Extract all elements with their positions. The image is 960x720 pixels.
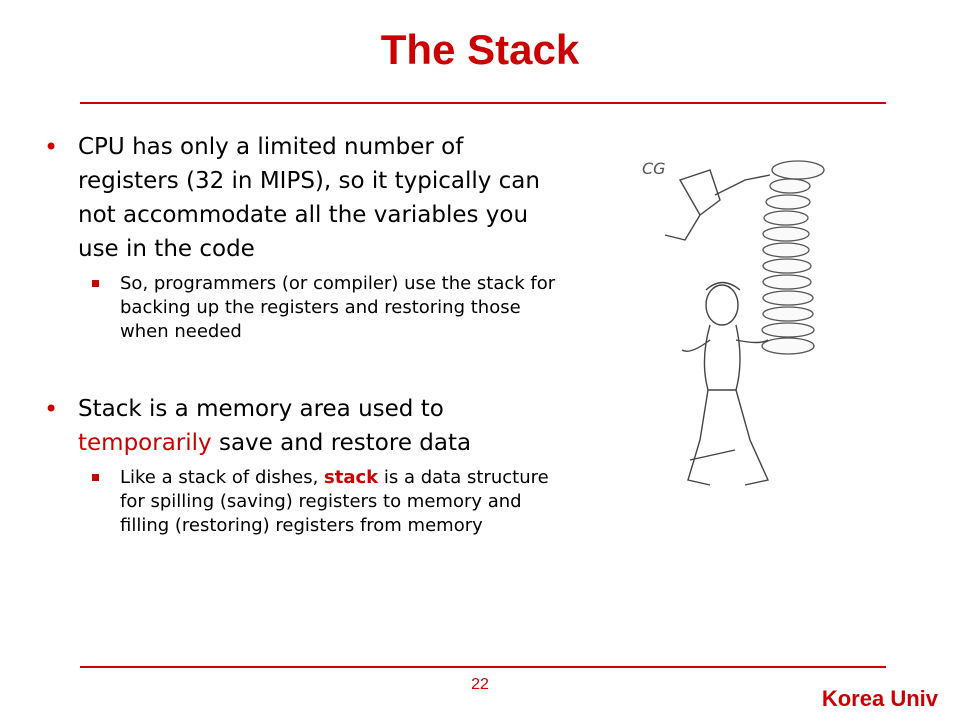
bullet-item-registers [44,130,564,266]
slide-title: The Stack [380,26,580,73]
footer-divider [80,666,886,668]
footer-brand: Korea Univ [821,686,938,711]
bullet-list [44,130,564,538]
square-bullet-icon [92,280,99,287]
bullet-dot-icon: • [44,395,59,423]
bullet-item-stack-definition [44,392,564,460]
sub-bullet-text: So, programmers (or compiler) use the stack for backing up the registers and restoring those when needed [120,273,556,342]
sub-bullet-text-after: is a data structure for spilling (saving) registers to memory and filling (restoring) registers from memory [120,467,549,536]
sub-bullet-item-dishes [44,466,564,538]
bullet-dot-icon: • [44,133,59,161]
bullet-text: CPU has only a limited number of registers (32 in MIPS), so it typically can not accommodate all the variables you use in the code [78,134,540,262]
square-bullet-icon [92,474,99,481]
title-divider [80,102,886,104]
bullet-text-after: save and restore data [211,430,472,456]
sketch-person-carrying-stack-of-dishes-icon [640,140,860,520]
bullet-text-before: Stack is a memory area used to [78,396,444,422]
sub-bullet-item-backup [44,272,564,344]
highlight-text: temporarily [78,430,212,456]
illustration-caption: CG [642,159,666,178]
page-number: 22 [471,676,489,693]
highlight-keyword: stack [324,467,379,488]
sub-bullet-text-before: Like a stack of dishes, [120,467,325,488]
